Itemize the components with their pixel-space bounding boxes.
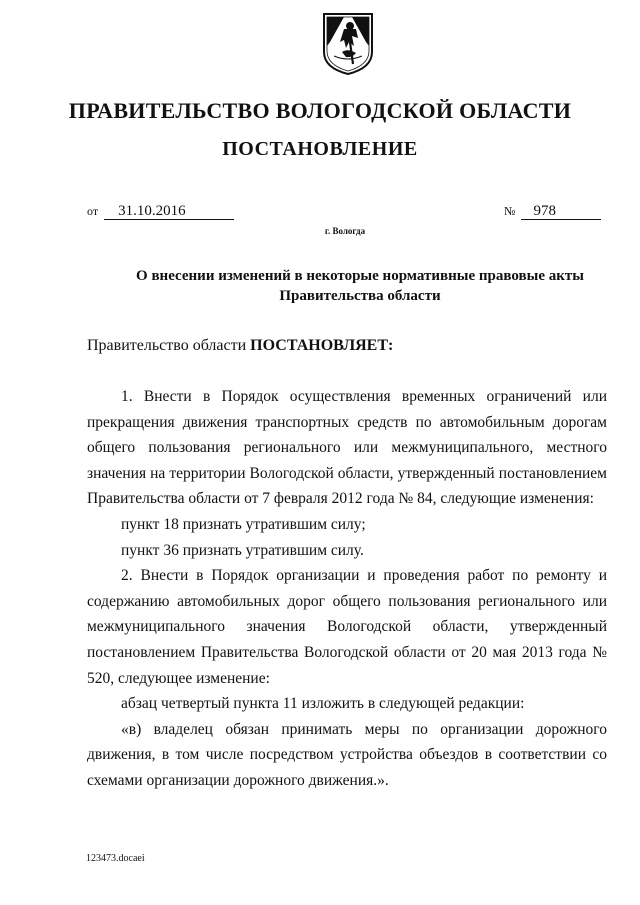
preamble-lead: Правительство области xyxy=(87,337,247,354)
city-name: г. Вологда xyxy=(324,226,366,236)
document-date xyxy=(87,203,234,220)
document-type: ПОСТАНОВЛЕНИЕ xyxy=(222,138,418,160)
preamble xyxy=(87,337,393,355)
date-value: 31.10.2016 xyxy=(104,203,234,220)
document-body xyxy=(87,384,607,794)
paragraph-3: пункт 36 признать утратившим силу. xyxy=(121,541,364,559)
paragraph-4: 2. Внести в Порядок организации и проведения работ по ремонту и содержанию автомобильных дорог общего пользования регионального или межмуниципального значения Вологодской области, утвержденный постановлением Правительства Вологодской области от 20 мая 2013 года № 520, следующее изменение: xyxy=(87,567,607,687)
paragraph-6: «в) владелец обязан принимать меры по организации дорожного движения, в том числе посредством устройства объездов в соответствии со схемами организации дорожного движения.». xyxy=(87,720,607,789)
footer-filename: 123473.docaei xyxy=(86,853,145,864)
number-prefix: № xyxy=(504,204,516,218)
paragraph-5: абзац четвертый пункта 11 изложить в следующей редакции: xyxy=(121,695,525,713)
document-subject xyxy=(100,266,620,306)
date-prefix: от xyxy=(87,204,99,218)
coat-of-arms-icon xyxy=(322,12,374,76)
subject-line-2: Правительства области xyxy=(279,288,441,304)
document-number xyxy=(504,203,601,220)
government-title: ПРАВИТЕЛЬСТВО ВОЛОГОДСКОЙ ОБЛАСТИ xyxy=(68,98,572,123)
paragraph-2: пункт 18 признать утратившим силу; xyxy=(121,515,366,533)
paragraph-1: 1. Внести в Порядок осуществления временных ограничений или прекращения движения транспортных средств по автомобильным дорогам общего пользования регионального или межмуниципального, местного значения на территории Вологодской области, утвержденный постановлением Правительства области от 7 февраля 2012 года № 84, следующие изменения: xyxy=(87,388,607,508)
preamble-verb: ПОСТАНОВЛЯЕТ: xyxy=(250,337,394,354)
subject-line-1: О внесении изменений в некоторые нормативные правовые акты xyxy=(136,268,584,284)
number-value: 978 xyxy=(521,203,601,220)
